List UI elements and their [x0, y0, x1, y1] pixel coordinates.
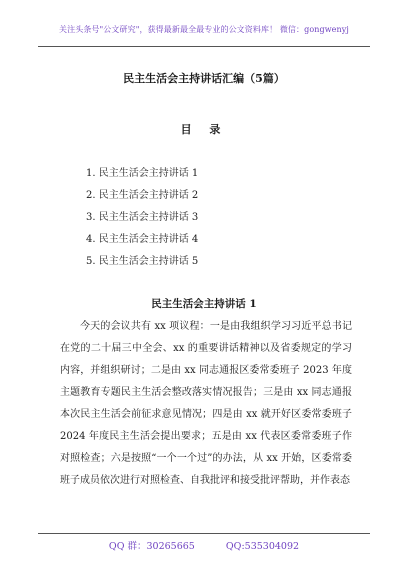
- section-title: 民主生活会主持讲话 1: [151, 298, 257, 310]
- toc-item: 1. 民主生活会主持讲话 1: [86, 168, 199, 179]
- table-of-contents: [86, 167, 198, 277]
- qq-contact-text: QQ:535304092: [225, 541, 300, 552]
- toc-heading: 目 录: [180, 123, 228, 136]
- page-header: 关注头条号"公文研究"，获得最新最全最专业的公文资料库！ 微信：gongwenyj: [59, 25, 349, 34]
- toc-item: 5. 民主生活会主持讲话 5: [86, 256, 199, 267]
- document-title: 民主生活会主持讲话汇编（5篇）: [123, 72, 285, 85]
- body-paragraph: 今天的会议共有 xx 项议程：一是由我组织学习习近平总书记在党的二十届三中全会、xx 的重要讲话精神以及省委规定的学习内容，并组织研讨；二是由 xx 同志通报区委常委班子 2023 年度主题教育专题民主生活会整改落实情况报告；三是由 xx 同志通报本次民主生活会前征求意见情况；四是由 xx 就开好区委常委班子 2024 年度民主生活会提出要求；五是由 xx 代表区委常委班子作对照检查；六是按照“一个一个过”的办法，从 xx 开始，区委常委班子成员依次进行对照检查、自我批评和接受批评帮助，并作表态: [60, 321, 352, 486]
- qq-group-text: QQ 群：30265665: [108, 541, 195, 552]
- header-divider: [38, 46, 370, 47]
- toc-item: 3. 民主生活会主持讲话 3: [86, 212, 199, 223]
- page-footer: [0, 538, 408, 552]
- toc-item: 4. 民主生活会主持讲话 4: [86, 234, 199, 245]
- footer-divider: [38, 533, 370, 534]
- toc-item: 2. 民主生活会主持讲话 2: [86, 190, 199, 201]
